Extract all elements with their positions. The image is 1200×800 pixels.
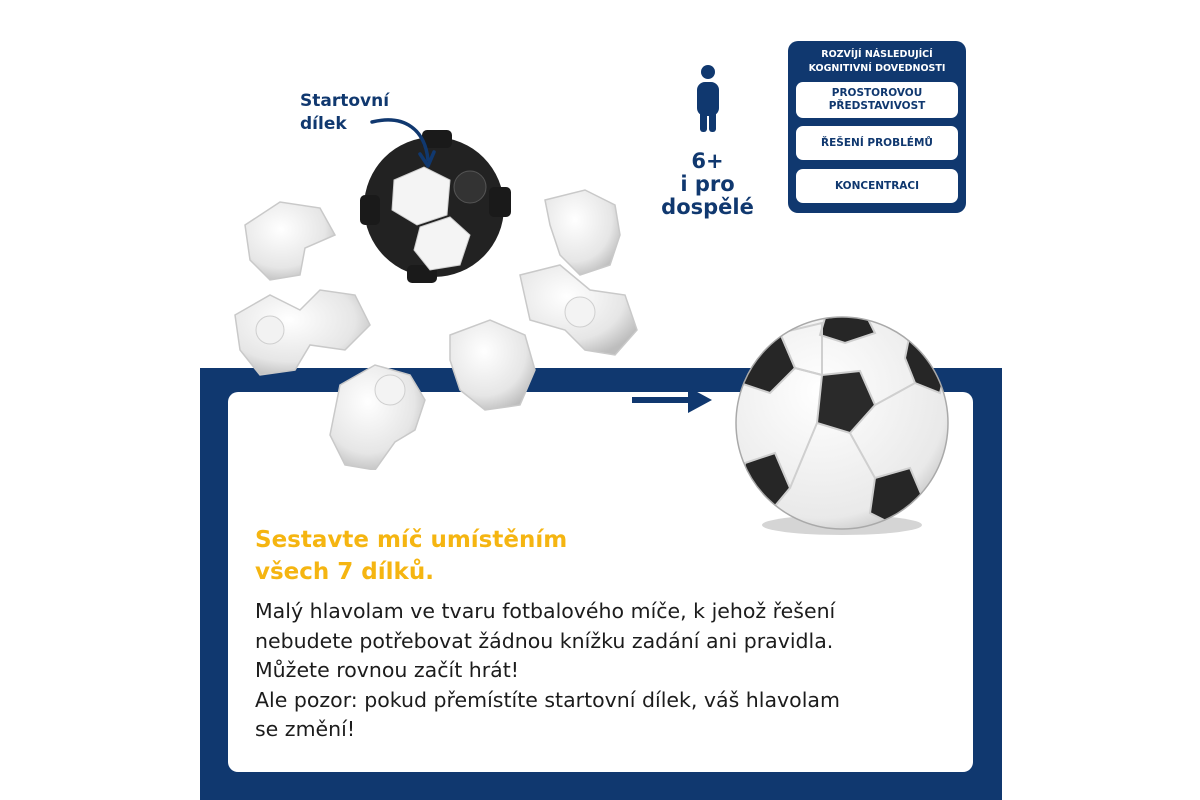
completed-soccer-ball-image <box>725 313 960 538</box>
description-line3: Můžete rovnou začít hrát! <box>255 658 519 682</box>
person-icon <box>690 64 726 134</box>
skills-title <box>788 48 966 76</box>
cognitive-skills-box <box>788 41 966 213</box>
skill-pill-problem-solving <box>796 126 958 160</box>
description-line4: Ale pozor: pokud přemístíte startovní dílek, váš hlavolam <box>255 687 840 712</box>
description-line5: se změní! <box>255 717 356 741</box>
skills-title-line2: KOGNITIVNÍ DOVEDNOSTI <box>808 63 946 74</box>
description-line1: Malý hlavolam ve tvaru fotbalového míče, k jehož řešení <box>255 599 836 623</box>
skill-pill-concentration <box>796 169 958 203</box>
arrow-right-icon <box>632 385 714 415</box>
headline-line2: všech 7 dílků. <box>255 559 434 585</box>
age-line2: i pro <box>680 172 735 196</box>
age-line1: 6+ <box>691 149 724 173</box>
curved-arrow-icon <box>370 108 440 173</box>
headline-line1: Sestavte míč umístěním <box>255 527 568 553</box>
description-text <box>255 597 965 745</box>
skill-pill-spatial-line1: PROSTOROVOU <box>831 87 923 99</box>
start-piece-label-line1: Startovní <box>300 91 390 111</box>
age-recommendation <box>640 150 775 219</box>
start-piece-label-line2: dílek <box>300 114 347 134</box>
skill-pill-spatial-line2: PŘEDSTAVIVOST <box>828 100 926 112</box>
skill-pill-concentration-label: KONCENTRACI <box>834 179 920 192</box>
age-line3: dospělé <box>661 195 754 219</box>
skill-pill-problem-solving-label: ŘEŠENÍ PROBLÉMŮ <box>821 136 933 149</box>
skills-title-line1: ROZVÍJÍ NÁSLEDUJÍCÍ <box>821 49 933 60</box>
skill-pill-spatial <box>796 82 958 118</box>
description-line2: nebudete potřebovat žádnou knížku zadání ani pravidla. <box>255 628 834 653</box>
headline <box>255 524 567 588</box>
